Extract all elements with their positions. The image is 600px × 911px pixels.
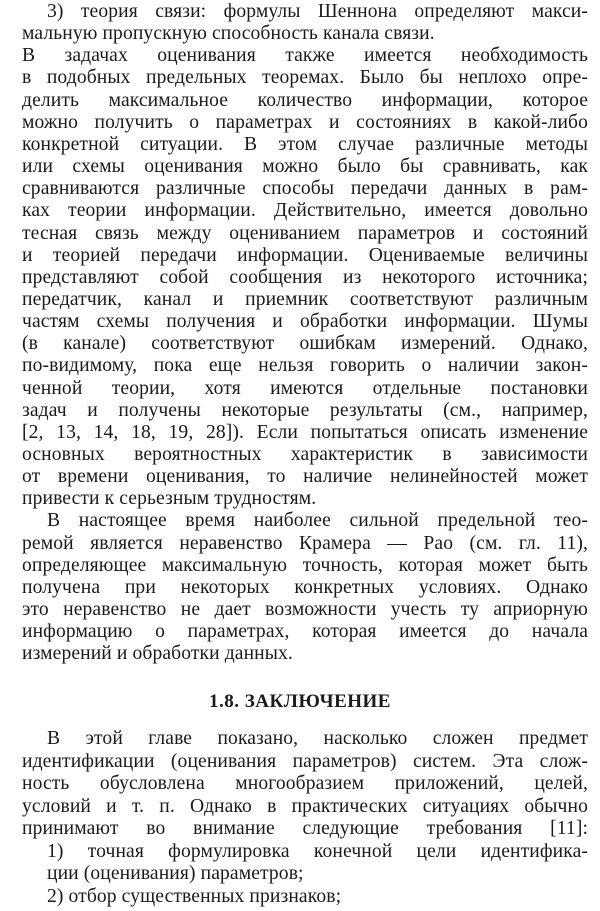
text-line: делить максимальное количество информации, которое	[22, 89, 588, 111]
text-line: задач и получены некоторые результаты (см., например,	[22, 399, 588, 421]
text-line: привести к серьезным трудностям.	[22, 488, 317, 510]
text-line: сравниваются различные способы передачи данных в рам-	[22, 178, 588, 200]
text-line: 2) отбор существенных признаков;	[47, 885, 342, 907]
text-line: или схемы оценивания можно было бы сравнивать, как	[22, 156, 588, 178]
text-line: определяющее максимальную точность, которая может быть	[22, 554, 588, 576]
text-line: ции (оценивания) параметров;	[47, 863, 304, 884]
text-line: ремой является неравенство Крамера — Рао (см. гл. 11),	[22, 532, 588, 554]
text-line: передатчик, канал и приемник соответствуют различным	[22, 288, 588, 310]
text-line: ченной теории, хотя имеются отдельные постановки	[22, 377, 588, 399]
text-line: можно получить о параметрах и состояниях в какой-либо	[22, 111, 588, 133]
text-line: ках теории информации. Действительно, имеется довольно	[22, 200, 588, 222]
text-line: представляют собой сообщения из некоторого источника;	[22, 266, 588, 288]
text-line: условий и т. п. Однако в практических ситуациях обычно	[22, 795, 588, 817]
text-line: принимают во внимание следующие требования [11]:	[22, 818, 588, 839]
text-line: В настоящее время наиболее сильной предельной тео-	[47, 510, 588, 532]
text-line: в подобных предельных теоремах. Было бы неплохо опре-	[22, 67, 588, 89]
section-heading: 1.8. ЗАКЛЮЧЕНИЕ	[209, 691, 391, 712]
text-line: измерений и обработки данных.	[22, 643, 293, 665]
text-line: информацию о параметрах, которая имеется до начала	[22, 621, 588, 643]
text-line: получена при некоторых конкретных условиях. Однако	[22, 576, 588, 598]
text-line: 3) теория связи: формулы Шеннона определяют макси-	[47, 1, 588, 22]
text-line: идентификации (оценивания параметров) систем. Эта слож-	[22, 750, 588, 772]
text-line: основных вероятностных характеристик в зависимости	[22, 444, 588, 465]
text-line: мальную пропускную способность канала связи.	[22, 23, 435, 45]
text-line: (в канале) соответствуют ошибкам измерений. Однако,	[22, 333, 588, 355]
text-line: В задачах оценивания также имеется необходимость	[22, 45, 588, 67]
text-line: и теорией передачи информации. Оцениваемые величины	[22, 244, 588, 266]
text-line: ность обусловлена многообразием приложений, целей,	[22, 773, 588, 794]
text-line: [2, 13, 14, 18, 19, 28]). Если попытаться описать изменение	[22, 421, 588, 443]
text-line: это неравенство не дает возможности учесть ту априорную	[22, 599, 588, 621]
text-line: по-видимому, пока еще нельзя говорить о наличии закон-	[22, 355, 588, 377]
text-line: конкретной ситуации. В этом случае различные методы	[22, 133, 588, 155]
text-line: 1) точная формулировка конечной цели идентифика-	[47, 840, 588, 862]
text-line: В этой главе показано, насколько сложен предмет	[47, 728, 588, 749]
text-line: от времени оценивания, то наличие нелинейностей может	[22, 466, 588, 488]
text-line: частям схемы получения и обработки информации. Шумы	[22, 311, 588, 333]
text-line: тесная связь между оцениванием параметров и состояний	[22, 222, 588, 244]
